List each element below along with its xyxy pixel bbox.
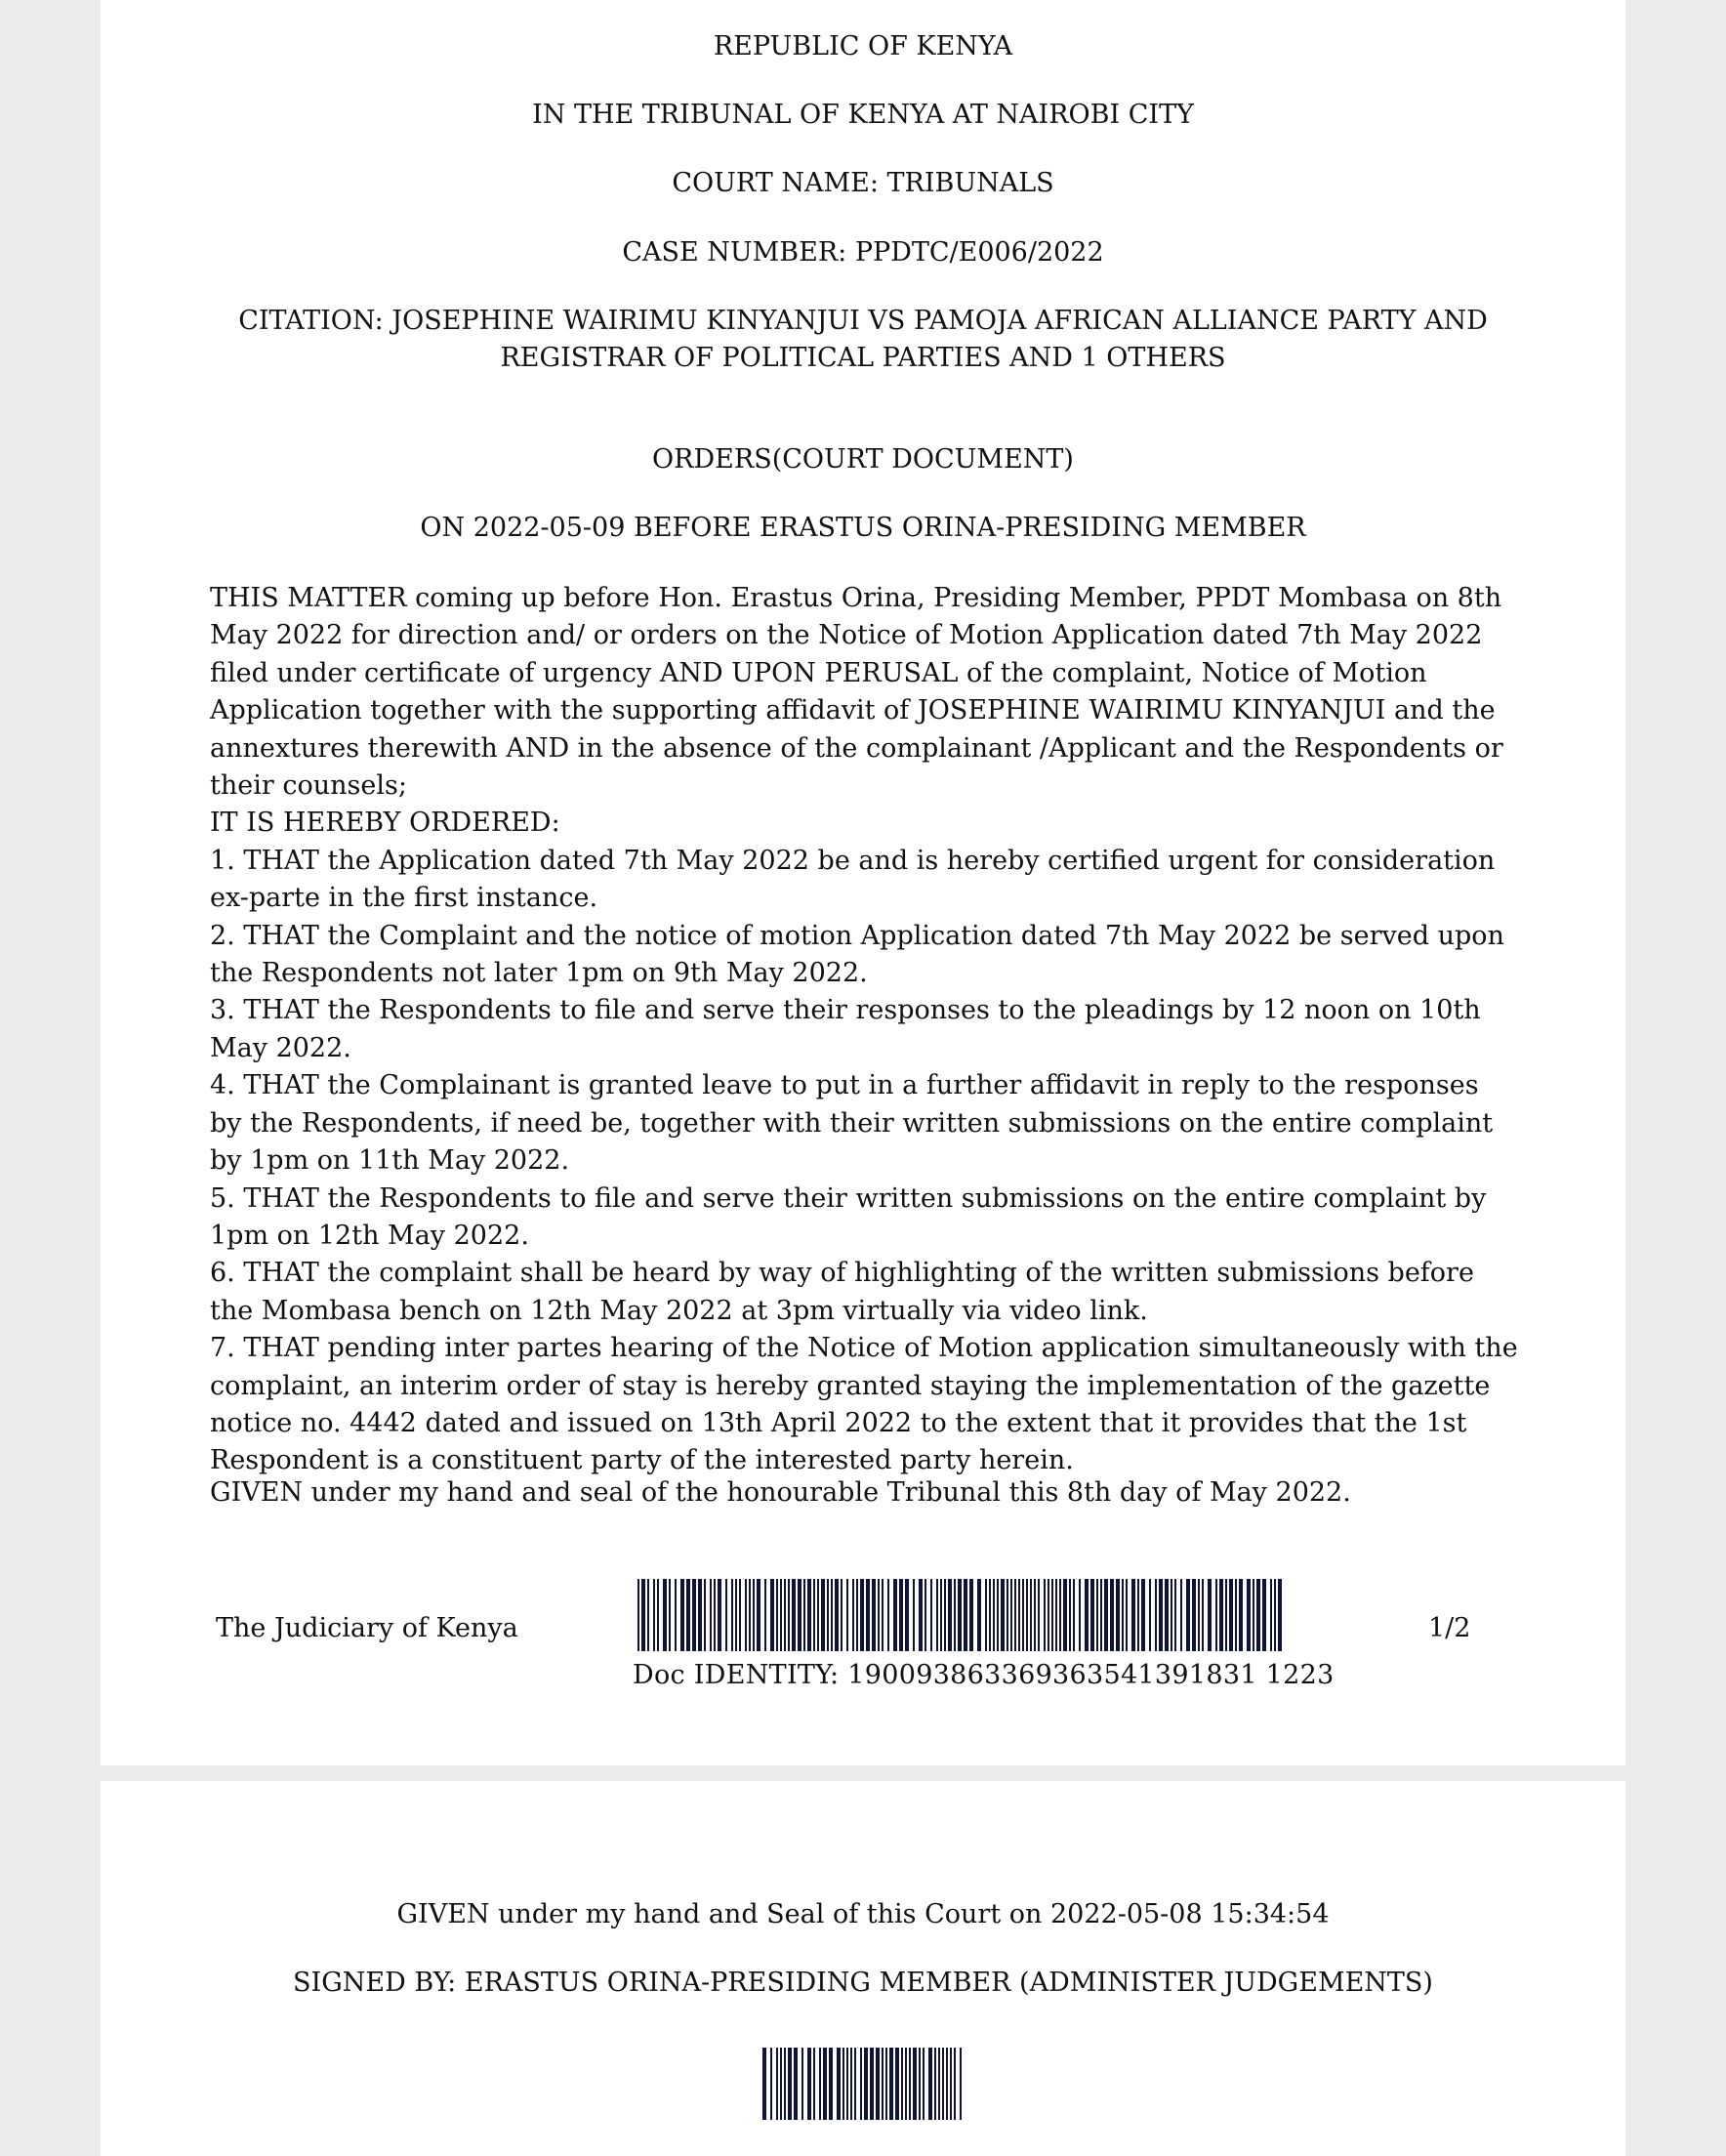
barcode-bar — [1055, 1579, 1057, 1651]
order-item: 7. THAT pending inter partes hearing of the Notice of Motion application simultaneously with the complaint, an interim order of stay is hereby granted staying the implementation of the gazette notice no. 4442 dated and issued on 13th April 2022 to the extent that it provides that the 1st Respondent is a constituent party of the interested party herein. — [210, 1333, 1518, 1476]
barcode-bar — [1069, 1579, 1071, 1651]
barcode-bar — [807, 2048, 811, 2120]
order-item: 3. THAT the Respondents to file and serve their responses to the pleadings by 12 noon on 10th May 2022. — [210, 995, 1481, 1063]
barcode-bar — [1219, 1579, 1223, 1651]
barcode-bar — [1079, 1579, 1081, 1651]
barcode-bar — [1270, 1579, 1272, 1651]
barcode-bar — [889, 2048, 893, 2120]
barcode-bar — [817, 1579, 819, 1651]
barcode-bar — [1247, 1579, 1251, 1651]
barcode-bar — [647, 1579, 649, 1651]
barcode-bar — [784, 2048, 786, 2120]
barcode-bar — [1149, 1579, 1151, 1651]
barcode-bar — [698, 1579, 702, 1651]
barcode-bar — [1262, 1579, 1266, 1651]
barcode-bar — [714, 1579, 716, 1651]
barcode-bar — [1104, 1579, 1108, 1651]
barcode-bar — [864, 2048, 868, 2120]
barcode-bar — [876, 2048, 880, 2120]
barcode-bar — [1073, 1579, 1075, 1651]
barcode-bar — [1229, 1579, 1233, 1651]
barcode-bar — [928, 2048, 932, 2120]
hearing-date-before: ON 2022-05-09 BEFORE ERASTUS ORINA-PRESIDING MEMBER — [420, 513, 1306, 543]
barcode-bar — [850, 2048, 852, 2120]
barcode-bar — [872, 1579, 876, 1651]
barcode-bar — [641, 1579, 645, 1651]
barcode-bar — [675, 1579, 677, 1651]
barcode-bar — [1063, 1579, 1067, 1651]
order-item: 1. THAT the Application dated 7th May 2022 be and is hereby certified urgent for consideration ex-parte in the first instance. — [210, 845, 1496, 914]
barcode-bar — [901, 2048, 903, 2120]
barcode-bar — [731, 1579, 733, 1651]
page-number: 1/2 — [1428, 1613, 1471, 1643]
barcode-bar — [798, 1579, 801, 1651]
barcode-bar — [704, 1579, 706, 1651]
barcode-bar — [841, 1579, 842, 1651]
barcode-bar — [977, 1579, 981, 1651]
barcode-bar — [940, 1579, 942, 1651]
barcode-bar — [1186, 1579, 1190, 1651]
barcode-bar — [1018, 1579, 1020, 1651]
barcode-bar — [938, 2048, 940, 2120]
barcode-bar — [1253, 1579, 1254, 1651]
order-item: 4. THAT the Complainant is granted leave to put in a further affidavit in reply to the responses by the Respondents, if need be, together with their written submissions on the entire complaint by 1pm on 11th May 2022. — [210, 1070, 1494, 1177]
barcode-bar — [1141, 1579, 1145, 1651]
barcode-bar — [1198, 1579, 1200, 1651]
order-item: 6. THAT the complaint shall be heard by way of highlighting of the written submissions before the Mombasa bench on 12th May 2022 at 3pm virtually via video link. — [210, 1258, 1474, 1326]
barcode-bar — [1208, 1579, 1212, 1651]
barcode-bar — [757, 1579, 760, 1651]
barcode-bar — [1096, 1579, 1098, 1651]
barcode-bar — [887, 1579, 889, 1651]
barcode-bar — [1278, 1579, 1282, 1651]
barcode-bar — [860, 2048, 862, 2120]
barcode-2 — [762, 2048, 966, 2120]
barcode-bar — [936, 1579, 938, 1651]
barcode-bar — [780, 2048, 782, 2120]
given-seal-statement: GIVEN under my hand and Seal of this Court on 2022-05-08 15:34:54 — [396, 1899, 1330, 1929]
barcode-bar — [669, 1579, 671, 1651]
barcode-bar — [1122, 1579, 1124, 1651]
barcode-bar — [663, 1579, 667, 1651]
barcode-bar — [905, 1579, 909, 1651]
barcode-bar — [776, 2048, 778, 2120]
barcode-bar — [870, 2048, 874, 2120]
barcode-bar — [1022, 1579, 1024, 1651]
barcode-bar — [1155, 1579, 1157, 1651]
barcode-bar — [735, 1579, 737, 1651]
orders-body — [210, 580, 1518, 1480]
barcode-bar — [860, 1579, 864, 1651]
barcode-bar — [686, 1579, 690, 1651]
barcode-bar — [794, 2048, 798, 2120]
document-page-1 — [101, 0, 1625, 1765]
barcode-bar — [934, 2048, 936, 2120]
barcode-bar — [948, 1579, 952, 1651]
barcode-bar — [925, 1579, 926, 1651]
barcode-bar — [1048, 1579, 1049, 1651]
barcode-bar — [866, 1579, 870, 1651]
barcode-bar — [739, 1579, 741, 1651]
barcode-bar — [749, 1579, 751, 1651]
order-item: 2. THAT the Complaint and the notice of motion Application dated 7th May 2022 be served upon the Respondents not later 1pm on 9th May 2022. — [210, 920, 1504, 989]
barcode-bar — [1239, 1579, 1243, 1651]
barcode-bar — [784, 1579, 786, 1651]
barcode-bar — [913, 1579, 915, 1651]
barcode-bar — [819, 2048, 821, 2120]
barcode-bar — [1100, 1579, 1102, 1651]
barcode-bar — [1001, 1579, 1005, 1651]
barcode-bar — [856, 1579, 858, 1651]
barcode-bar — [813, 2048, 815, 2120]
given-statement: GIVEN under my hand and seal of the honourable Tribunal this 8th day of May 2022. — [210, 1477, 1351, 1508]
barcode-bar — [1274, 1579, 1276, 1651]
barcode-bar — [764, 1579, 766, 1651]
document-page-2 — [101, 1781, 1625, 2156]
barcode-bar — [835, 1579, 839, 1651]
barcode-bar — [1137, 1579, 1139, 1651]
barcode-bar — [1059, 1579, 1061, 1651]
citation-line-1: CITATION: JOSEPHINE WAIRIMU KINYANJUI VS PAMOJA AFRICAN ALLIANCE PARTY AND — [238, 306, 1488, 336]
barcode-bar — [950, 2048, 952, 2120]
barcode-bar — [1159, 1579, 1163, 1651]
barcode-bar — [923, 2048, 925, 2120]
barcode-bar — [895, 2048, 899, 2120]
case-number: CASE NUMBER: PPDTC/E006/2022 — [622, 237, 1104, 268]
barcode-bar — [831, 1579, 833, 1651]
barcode-bar — [909, 2048, 911, 2120]
barcode-bar — [899, 1579, 903, 1651]
barcode-bar — [985, 1579, 987, 1651]
barcode-bar — [1038, 1579, 1040, 1651]
barcode-bar — [846, 1579, 848, 1651]
barcode-bar — [1110, 1579, 1114, 1651]
barcode-bar — [1044, 1579, 1046, 1651]
judiciary-label: The Judiciary of Kenya — [216, 1613, 518, 1643]
barcode-bar — [1202, 1579, 1204, 1651]
barcode-bar — [946, 2048, 948, 2120]
barcode-bar — [1225, 1579, 1227, 1651]
barcode-bar — [718, 1579, 721, 1651]
barcode-bar — [1256, 1579, 1260, 1651]
barcode-bar — [885, 2048, 887, 2120]
barcode-bar — [780, 1579, 782, 1651]
barcode-bar — [725, 1579, 727, 1651]
barcode-bar — [919, 1579, 923, 1651]
barcode-bar — [878, 1579, 880, 1651]
barcode-bar — [776, 1579, 778, 1651]
barcode-bar — [993, 1579, 995, 1651]
barcode-bar — [837, 2048, 841, 2120]
barcode-bar — [882, 1579, 884, 1651]
barcode-bar — [1030, 1579, 1032, 1651]
barcode-bar — [919, 2048, 921, 2120]
barcode-bar — [942, 2048, 944, 2120]
barcode-bar — [753, 1579, 755, 1651]
barcode-bar — [745, 1579, 747, 1651]
republic-heading: REPUBLIC OF KENYA — [713, 31, 1013, 62]
barcode-bar — [954, 2048, 956, 2120]
barcode-bar — [1090, 1579, 1094, 1651]
barcode-bar — [803, 1579, 805, 1651]
order-item: 5. THAT the Respondents to file and serve their written submissions on the entire complaint by 1pm on 12th May 2022. — [210, 1182, 1487, 1251]
court-name: COURT NAME: TRIBUNALS — [672, 168, 1054, 198]
barcode-bar — [969, 1579, 973, 1651]
barcode-bar — [960, 2048, 962, 2120]
barcode-bar — [1131, 1579, 1135, 1651]
barcode-bar — [1007, 1579, 1008, 1651]
barcode-bar — [842, 2048, 844, 2120]
barcode-bar — [770, 2048, 772, 2120]
barcode-bar — [1126, 1579, 1128, 1651]
barcode-bar — [653, 1579, 655, 1651]
barcode-bar — [930, 1579, 932, 1651]
barcode-bar — [821, 1579, 825, 1651]
barcode-bar — [852, 1579, 854, 1651]
barcode-bar — [1171, 1579, 1172, 1651]
barcode-bar — [1034, 1579, 1036, 1651]
signed-by: SIGNED BY: ERASTUS ORINA-PRESIDING MEMBER (ADMINISTER JUDGEMENTS) — [293, 1968, 1433, 1998]
barcode-bar — [846, 2048, 848, 2120]
barcode-bar — [1180, 1579, 1182, 1651]
barcode-bar — [958, 1579, 962, 1651]
barcode-bar — [788, 2048, 792, 2120]
citation-line-2: REGISTRAR OF POLITICAL PARTIES AND 1 OTHERS — [500, 343, 1226, 373]
barcode-bar — [788, 1579, 790, 1651]
barcode-bar — [1215, 1579, 1217, 1651]
barcode-bar — [762, 2048, 766, 2120]
barcode-bar — [1026, 1579, 1028, 1651]
barcode-bar — [1235, 1579, 1237, 1651]
barcode-bar — [944, 1579, 946, 1651]
barcode-bar — [882, 2048, 884, 2120]
barcode-bar — [829, 2048, 833, 2120]
barcode-bar — [1116, 1579, 1120, 1651]
barcode-bar — [807, 1579, 811, 1651]
barcode-bar — [1014, 1579, 1016, 1651]
barcode-bar — [827, 1579, 829, 1651]
barcode-bar — [813, 1579, 815, 1651]
barcode-bar — [770, 1579, 774, 1651]
barcode-bar — [905, 2048, 907, 2120]
barcode-bar — [657, 1579, 659, 1651]
barcode-bar — [801, 2048, 803, 2120]
intro-paragraph: THIS MATTER coming up before Hon. Erastus Orina, Presiding Member, PPDT Mombasa on 8th May 2022 for direction and/ or orders on the Notice of Motion Application dated 7th May 2022 filed under certificate of urgency AND UPON PERUSAL of the complaint, Notice of Motion Application together with the supporting affidavit of JOSEPHINE WAIRIMU KINYANJUI and the annextures therewith AND in the absence of the complainant /Applicant and the Respondents or their counsels; — [210, 583, 1503, 802]
barcode-bar — [1085, 1579, 1089, 1651]
barcode-bar — [792, 1579, 796, 1651]
document-type: ORDERS(COURT DOCUMENT) — [652, 444, 1074, 475]
barcode-bar — [1051, 1579, 1053, 1651]
ordered-heading: IT IS HEREBY ORDERED: — [210, 808, 560, 839]
tribunal-heading: IN THE TRIBUNAL OF KENYA AT NAIROBI CITY — [532, 100, 1194, 130]
barcode-bar — [710, 1579, 712, 1651]
barcode-bar — [954, 1579, 956, 1651]
barcode-bar — [637, 1579, 639, 1651]
barcode-bar — [1174, 1579, 1176, 1651]
barcode-bar — [964, 1579, 967, 1651]
barcode-bar — [680, 1579, 684, 1651]
barcode-bar — [913, 2048, 917, 2120]
barcode-bar — [692, 1579, 696, 1651]
barcode-bar — [823, 2048, 827, 2120]
barcode-bar — [854, 2048, 856, 2120]
barcode-bar — [1165, 1579, 1169, 1651]
barcode-bar — [1192, 1579, 1196, 1651]
barcode-bar — [997, 1579, 999, 1651]
barcode-bar — [893, 1579, 897, 1651]
barcode-bar — [1010, 1579, 1012, 1651]
barcode — [637, 1579, 1286, 1651]
barcode-bar — [989, 1579, 991, 1651]
doc-identity: Doc IDENTITY: 190093863369363541391831 1223 — [633, 1660, 1335, 1690]
